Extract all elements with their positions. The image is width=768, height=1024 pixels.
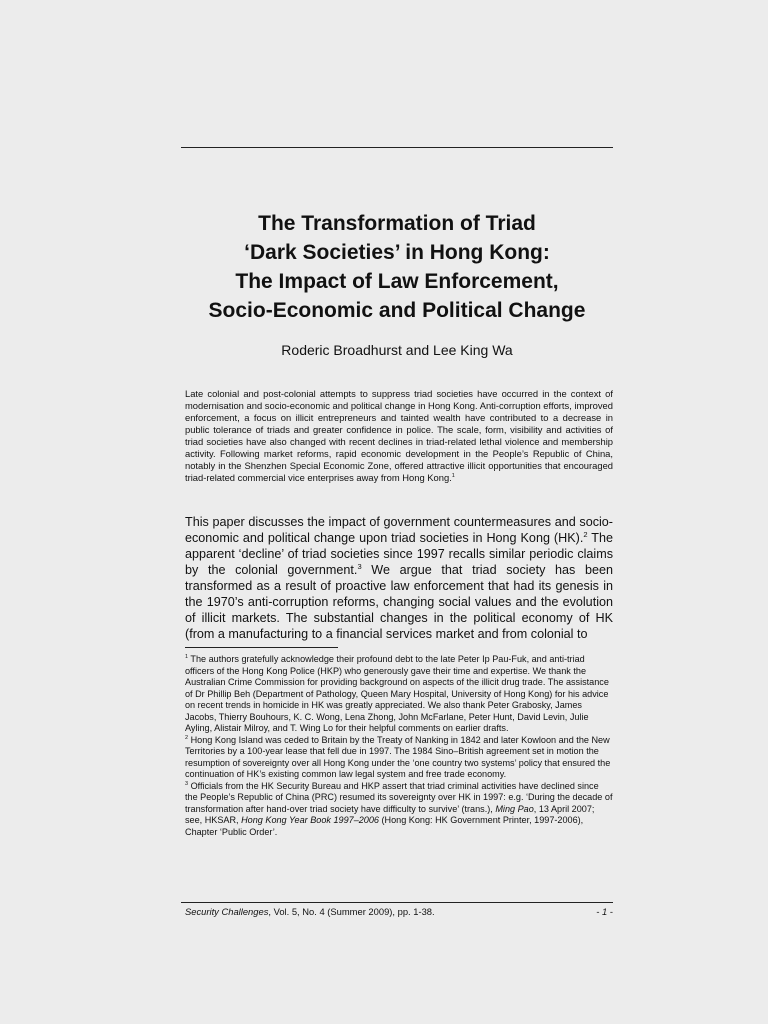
title-line-3: The Impact of Law Enforcement, [235, 270, 559, 293]
footnote-2-number: 2 [185, 734, 189, 741]
footnote-3-source-year-book: Hong Kong Year Book 1997–2006 [241, 815, 379, 825]
footnotes [185, 654, 613, 838]
footnote-1 [185, 654, 613, 735]
page-number-prefix: - [596, 906, 603, 917]
citation-details: , Vol. 5, No. 4 (Summer 2009), pp. 1-38. [268, 906, 435, 917]
footnote-1-number: 1 [185, 653, 189, 660]
footnote-separator [185, 647, 338, 648]
abstract [185, 388, 613, 484]
footnote-3 [185, 781, 613, 839]
footnote-2 [185, 735, 613, 781]
footnote-ref-1[interactable]: 1 [451, 472, 455, 479]
paper-title [181, 209, 613, 325]
page-number-value: 1 [602, 906, 608, 917]
title-line-2: ‘Dark Societies’ in Hong Kong: [244, 241, 550, 264]
footnote-3-number: 3 [185, 780, 189, 787]
title-line-1: The Transformation of Triad [258, 212, 536, 235]
footnote-3-text-a: Officials from the HK Security Bureau and HKP assert that triad criminal activities have declined since the People’s Republic of China (PRC) resumed its sovereignty over HK in 1997: e.g. ‘During the decade of transformation after hand-over triad society have difficulty to survive’ (trans.), [185, 780, 613, 814]
footer-citation [185, 906, 435, 918]
footnote-3-text-b: , 13 April 2007; see, HKSAR, [185, 803, 595, 825]
body-text-part-3: We argue that triad society has been transformed as a result of proactive law enforcement that had its genesis in the 1970’s anti-corruption reforms, changing social values and the evolution of illicit markets. The substantial changes in the political economy of HK (from a manufacturing to a financial services market and from colonial to [185, 563, 614, 641]
footnote-ref-2[interactable]: 2 [583, 529, 588, 539]
footnote-2-text: Hong Kong Island was ceded to Britain by the Treaty of Nanking in 1842 and later Kowloon and the New Territories by a 100-year lease that fell due in 1997. The 1984 Sino–British agreement set in motion the resumption of sovereignty over all Hong Kong under the ‘one country two systems’ policy that ensured the continuation of HK’s existing common law legal system and free trade economy. [185, 734, 611, 779]
footnote-3-source-ming-pao: Ming Pao [495, 803, 534, 814]
title-line-4: Socio-Economic and Political Change [208, 299, 586, 322]
body-text-part-2: The apparent ‘decline’ of triad societies since 1997 recalls similar periodic claims by the colonial government. [185, 531, 613, 577]
footnote-3-text-c: (Hong Kong: HK Government Printer, 1997-2006), Chapter ‘Public Order’. [185, 815, 584, 837]
body-text-part-1: This paper discusses the impact of government countermeasures and socio-economic and political change upon triad societies in Hong Kong (HK). [185, 515, 613, 545]
header-rule [181, 147, 613, 148]
abstract-text: Late colonial and post-colonial attempts to suppress triad societies have occurred in the context of modernisation and socio-economic and political change in Hong Kong. Anti-corruption efforts, improved enforcement, a focus on illicit entrepreneurs and tainted wealth have contributed to a decrease in public tolerance of triads and greater confidence in police. The scale, form, visibility and activities of triad societies have also changed with recent declines in triad-related lethal violence and membership activity. Following market reforms, rapid economic development in the People’s Republic of China, notably in the Shenzhen Special Economic Zone, offered attractive illicit opportunities that encouraged triad-related commercial vice enterprises away from Hong Kong. [185, 388, 613, 483]
page-number [596, 906, 613, 918]
page-number-suffix: - [607, 906, 613, 917]
journal-name: Security Challenges [185, 906, 269, 917]
paper-authors: Roderic Broadhurst and Lee King Wa [281, 342, 513, 358]
footnote-ref-3[interactable]: 3 [357, 561, 362, 571]
body-paragraph [185, 514, 613, 642]
footer-rule [181, 902, 613, 903]
footnote-1-text: The authors gratefully acknowledge their profound debt to the late Peter Ip Pau-Fuk, and anti-triad officers of the Hong Kong Police (HKP) who generously gave their time and expertise. We thank the Australian Crime Commission for providing background on aspects of the illicit drug trade. The assistance of Dr Phillip Beh (Department of Pathology, Queen Mary Hospital, University of Hong Kong) for his advice on recent trends in homicide in HK was greatly appreciated. We also thank Peter Grabosky, James Jacobs, Thierry Bouhours, K. C. Wong, Lena Zhong, John McFarlane, Peter Hunt, David Levin, Julie Ayling, Alistair Milroy, and T. Wing Lo for their helpful comments on earlier drafts. [185, 654, 609, 733]
